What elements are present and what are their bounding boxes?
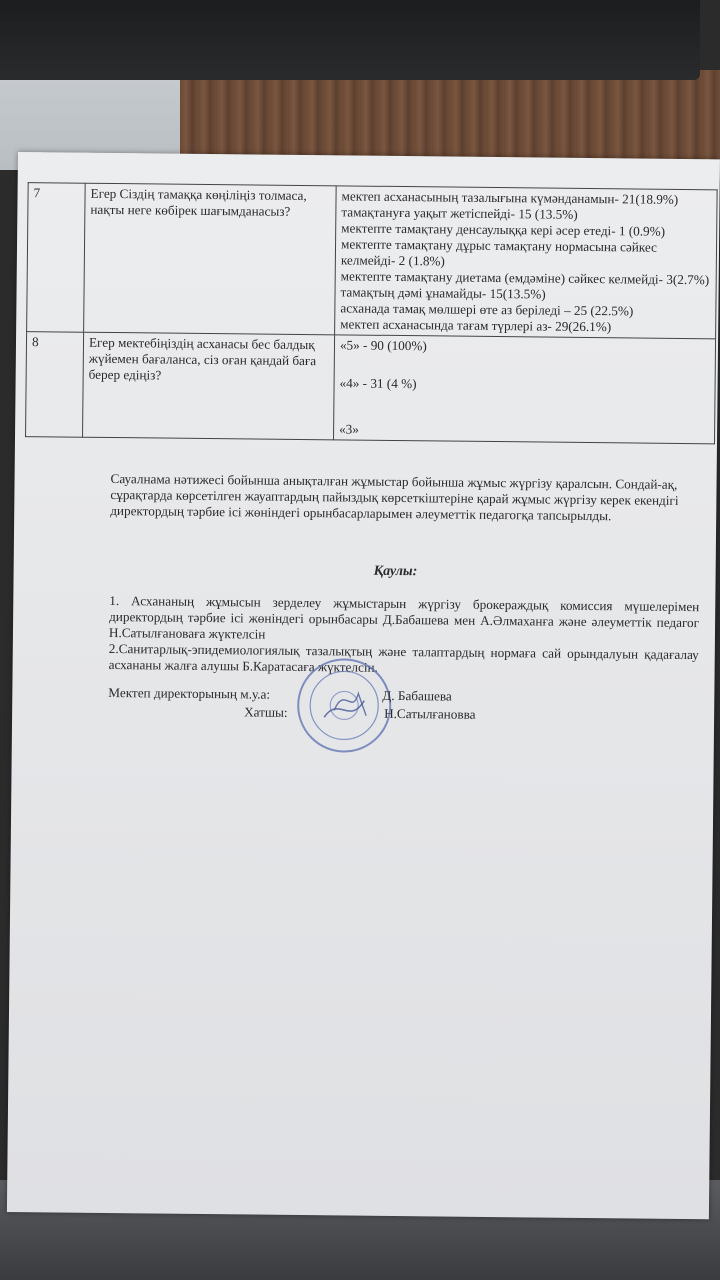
answer-item: асханада тамақ мөлшері өте аз беріледі – 25 (22.5%) bbox=[340, 300, 634, 319]
question-text: Егер мектебіңіздің асханасы бес балдық жүйемен бағаланса, сіз оған қандай баға берер едіңіз? bbox=[88, 334, 317, 383]
question-cell bbox=[84, 183, 337, 335]
director-name: Д. Бабашева bbox=[382, 687, 452, 704]
background-monitor bbox=[0, 0, 700, 80]
answer-item: «3» bbox=[339, 421, 359, 437]
survey-table bbox=[25, 182, 718, 444]
table-row bbox=[26, 332, 716, 444]
decision-list bbox=[109, 593, 700, 679]
answer-item: «4» - 31 (4 %) bbox=[339, 375, 417, 392]
answer-item: мектеп асханасының тазалығына күмәнданамын- 21(18.9%) bbox=[341, 188, 679, 207]
answer-item: тамақтануға уақыт жетіспейді- 15 (13.5%) bbox=[341, 204, 578, 222]
decision-heading: Қаулы: bbox=[373, 563, 418, 580]
row-number: 8 bbox=[26, 332, 84, 438]
secretary-label: Хатшы: bbox=[244, 704, 288, 720]
answers-cell bbox=[335, 186, 718, 339]
answer-item: мектеп асханасында тағам түрлері аз- 29(26.1%) bbox=[340, 316, 612, 335]
answers-cell bbox=[334, 335, 716, 444]
document-page bbox=[7, 152, 720, 1219]
table-row bbox=[27, 183, 718, 339]
conclusion-paragraph: Сауалнама нәтижесі бойынша анықталған жұмыстар бойынша жұмыс жүргізу қаралсын. Сондай-ақ, сұрақтарда көрсетілген жауаптардың пайыздық көрсеткіштеріне қарай жұмыс жүргізу керек екендігі директордың тәрбие ісі жөніндегі орынбасарларымен әлеуметтік педагогқа тапсырылды. bbox=[110, 470, 679, 524]
official-stamp bbox=[294, 655, 395, 756]
question-text: Егер Сіздің тамаққа көңіліңіз толмаса, нақты неге көбірек шағымданасыз? bbox=[90, 185, 307, 219]
answer-item: мектепте тамақтану диетама (емдәміне) сәйкес келмейді- 3(2.7%) bbox=[340, 268, 710, 288]
secretary-name: Н.Сатылғановва bbox=[384, 705, 476, 722]
answer-item: «5» - 90 (100%) bbox=[339, 337, 427, 354]
decision-item: 1. Асхананың жұмысын зерделеу жұмыстарын жүргізу брокераждық комиссия мүшелерімен директордың тәрбие ісі жөніндегі орынбасары Д.Бабашева мен А.Әлмаханға және әлеуметтік педагог Н.Сатылғановаға жүктелсін bbox=[108, 592, 700, 642]
director-label: Мектеп директорының м.у.а: bbox=[108, 684, 271, 702]
row-number: 7 bbox=[27, 183, 86, 333]
answer-item: мектепте тамақтану дұрыс тамақтану нормасына сәйкес келмейді- 2 (1.8%) bbox=[340, 236, 658, 269]
answer-item: тамақтың дәмі ұнамайды- 15(13.5%) bbox=[340, 284, 546, 302]
decision-item: 2.Санитарлық-эпидемиологиялық тазалықтың және талаптардың нормаға сай орындалуын қадағалау асхананы жалға алушы Б.Каратасаға жүктелсін. bbox=[108, 640, 699, 675]
answer-item: мектепте тамақтану денсаулыққа кері әсер етеді- 1 (0.9%) bbox=[341, 220, 666, 239]
question-cell bbox=[83, 332, 335, 440]
